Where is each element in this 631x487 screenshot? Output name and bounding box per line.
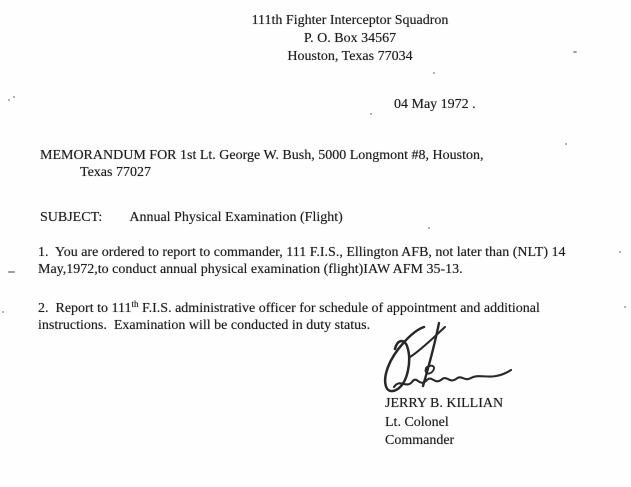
scan-speckle [573,51,577,53]
scan-speckle [428,227,430,229]
paragraph-1-line1: 1. You are ordered to report to commander, 111 F.I.S., Ellington AFB, not later than (NLT) 14 [38,245,566,260]
ordinal-superscript: th [131,299,139,309]
memo-for-block [40,147,484,181]
letterhead [100,12,600,66]
letterhead-city: Houston, Texas 77034 [287,49,413,64]
scan-speckle [8,271,15,273]
signer-rank: Lt. Colonel [385,414,449,430]
scan-speckle [565,143,567,145]
paragraph-2-prefix: 2. Report to 111 [38,301,132,316]
subject-label: SUBJECT: [40,210,103,225]
signature-block [385,395,503,451]
paragraph-2-line1 [38,296,540,317]
paragraph-1-line2: May,1972,to conduct annual physical examination (flight)IAW AFM 35-13. [38,262,463,277]
paragraph-2-rest: F.I.S. administrative officer for schedule of appointment and additional [138,301,540,316]
memo-for-line1: MEMORANDUM FOR 1st Lt. George W. Bush, 5000 Longmont #8, Houston, [40,148,484,163]
scan-speckle [8,99,10,101]
handwritten-signature [360,320,512,404]
scan-speckle [433,72,435,74]
subject-line [40,210,343,226]
signer-name: JERRY B. KILLIAN [385,396,504,411]
paragraph-2-line2: instructions. Examination will be conducted in duty status. [38,318,371,333]
paragraph-1 [38,244,566,278]
scan-speckle [2,311,4,313]
signer-role: Commander [385,433,455,448]
scan-speckle [370,113,372,115]
scan-speckle [619,251,621,253]
letterhead-pobox: P. O. Box 34567 [303,31,397,46]
subject-value: Annual Physical Examination (Flight) [129,210,343,225]
memo-for-line2: Texas 77027 [80,165,151,180]
scan-speckle [13,96,15,98]
scan-speckle [624,306,626,308]
letterhead-unit: 111th Fighter Interceptor Squadron [251,13,449,28]
date-line: 04 May 1972 . [394,97,476,112]
